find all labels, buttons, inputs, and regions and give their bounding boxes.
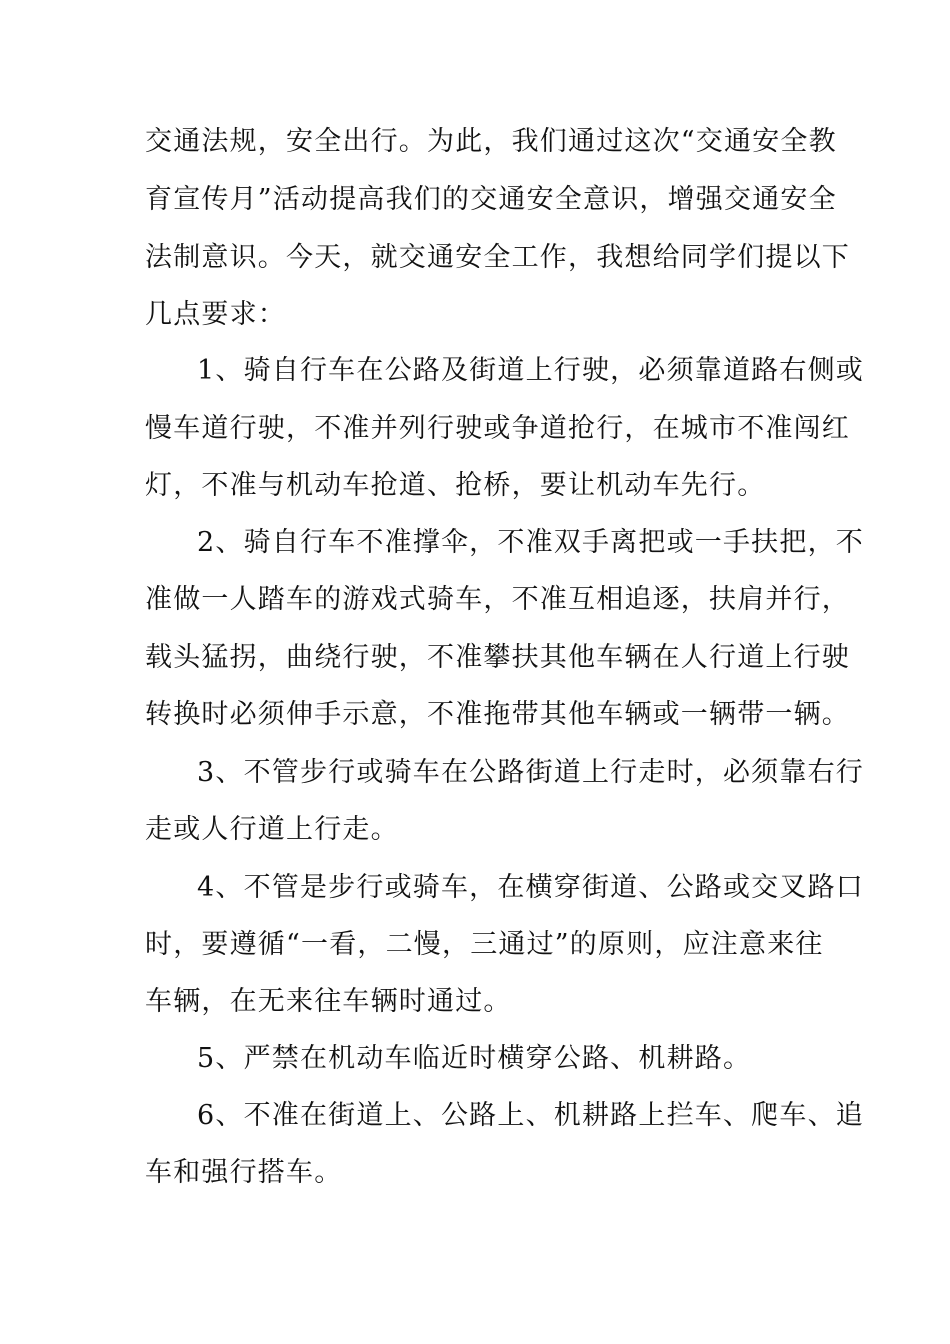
text-line: 交通法规，安全出行。为此，我们通过这次“交通安全教	[145, 126, 837, 157]
text-line: 慢车道行驶，不准并列行驶或争道抢行，在城市不准闯红	[145, 413, 850, 444]
text-line: 1、骑自行车在公路及街道上行驶，必须靠道路右侧或	[197, 355, 864, 386]
text-line: 几点要求：	[145, 299, 286, 330]
text-line: 2、骑自行车不准撑伞，不准双手离把或一手扶把，不	[197, 527, 864, 558]
text-line: 6、不准在街道上、公路上、机耕路上拦车、爬车、追	[197, 1100, 864, 1131]
text-line: 走或人行道上行走。	[145, 814, 399, 845]
text-line: 3、不管步行或骑车在公路街道上行走时，必须靠右行	[197, 757, 864, 788]
text-line: 转换时必须伸手示意，不准拖带其他车辆或一辆带一辆。	[145, 699, 850, 730]
text-line: 载头猛拐，曲绕行驶，不准攀扶其他车辆在人行道上行驶	[145, 642, 850, 673]
text-line: 时，要遵循“一看，二慢，三通过”的原则，应注意来往	[145, 929, 824, 960]
text-line: 车辆，在无来往车辆时通过。	[145, 986, 512, 1017]
text-line: 准做一人踏车的游戏式骑车，不准互相追逐，扶肩并行，	[145, 584, 850, 615]
text-line: 育宣传月”活动提高我们的交通安全意识，增强交通安全	[145, 184, 837, 215]
text-line: 车和强行搭车。	[145, 1157, 343, 1188]
text-line: 4、不管是步行或骑车，在横穿街道、公路或交叉路口	[197, 872, 864, 903]
text-line: 5、严禁在机动车临近时横穿公路、机耕路。	[197, 1043, 752, 1074]
text-line: 法制意识。今天，就交通安全工作，我想给同学们提以下	[145, 242, 850, 273]
text-line: 灯，不准与机动车抢道、抢桥，要让机动车先行。	[145, 470, 766, 501]
